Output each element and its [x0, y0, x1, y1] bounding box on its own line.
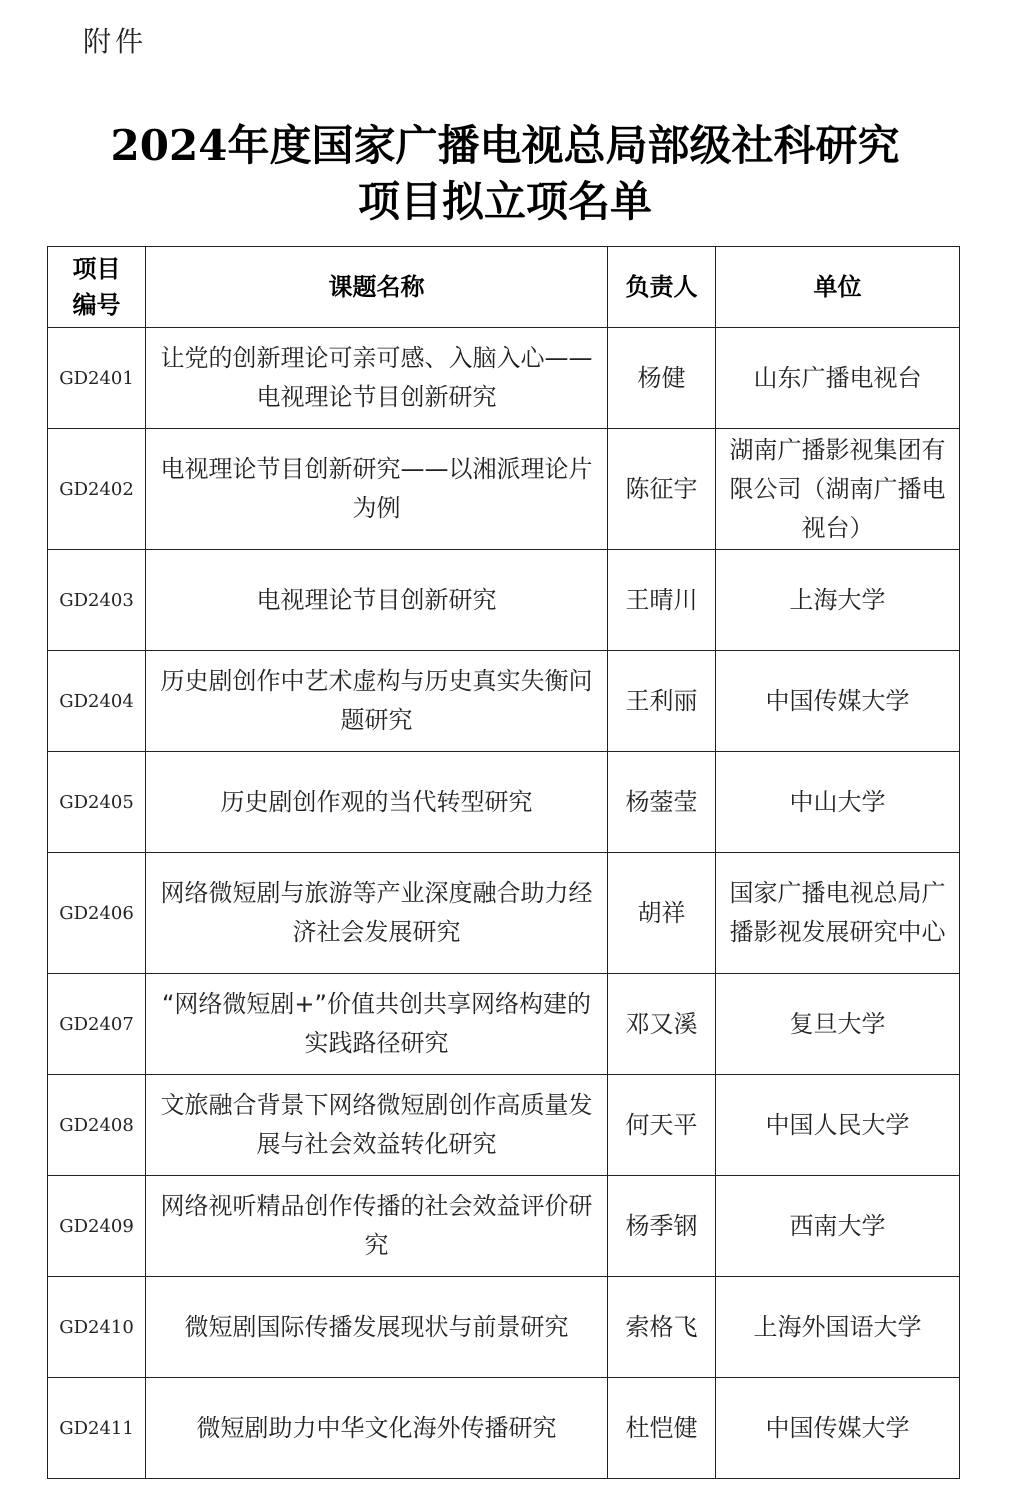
project-code: GD2405 [48, 752, 146, 853]
project-topic: 历史剧创作中艺术虚构与历史真实失衡问题研究 [146, 651, 608, 752]
project-leader: 何天平 [608, 1075, 716, 1176]
project-code: GD2404 [48, 651, 146, 752]
page-title [0, 118, 1010, 230]
project-code: GD2411 [48, 1378, 146, 1479]
project-unit: 中山大学 [716, 752, 960, 853]
header-code [48, 247, 146, 328]
project-topic: 微短剧国际传播发展现状与前景研究 [146, 1277, 608, 1378]
project-topic: 历史剧创作观的当代转型研究 [146, 752, 608, 853]
project-topic: 让党的创新理论可亲可感、入脑入心——电视理论节目创新研究 [146, 328, 608, 429]
project-topic: 电视理论节目创新研究 [146, 550, 608, 651]
title-line-1: 2024年度国家广播电视总局部级社科研究 [110, 121, 900, 170]
project-topic: “网络微短剧+”价值共创共享网络构建的实践路径研究 [146, 974, 608, 1075]
header-leader: 负责人 [608, 247, 716, 328]
project-topic: 网络视听精品创作传播的社会效益评价研究 [146, 1176, 608, 1277]
project-unit: 上海大学 [716, 550, 960, 651]
project-code: GD2403 [48, 550, 146, 651]
project-leader: 王利丽 [608, 651, 716, 752]
table-row [48, 1277, 960, 1378]
table-row [48, 1075, 960, 1176]
project-code: GD2407 [48, 974, 146, 1075]
project-unit: 中国传媒大学 [716, 651, 960, 752]
project-unit: 中国人民大学 [716, 1075, 960, 1176]
project-leader: 杨蓥莹 [608, 752, 716, 853]
project-topic: 微短剧助力中华文化海外传播研究 [146, 1378, 608, 1479]
table-header-row [48, 247, 960, 328]
project-leader: 杨健 [608, 328, 716, 429]
project-unit: 中国传媒大学 [716, 1378, 960, 1479]
table-row [48, 1378, 960, 1479]
project-leader: 王晴川 [608, 550, 716, 651]
project-code: GD2401 [48, 328, 146, 429]
project-topic: 电视理论节目创新研究——以湘派理论片为例 [146, 429, 608, 550]
table-row [48, 550, 960, 651]
header-unit: 单位 [716, 247, 960, 328]
project-unit: 复旦大学 [716, 974, 960, 1075]
header-topic: 课题名称 [146, 247, 608, 328]
project-leader: 杨季钢 [608, 1176, 716, 1277]
table-row [48, 429, 960, 550]
project-unit: 国家广播电视总局广播影视发展研究中心 [716, 853, 960, 974]
table-row [48, 752, 960, 853]
project-unit: 山东广播电视台 [716, 328, 960, 429]
title-line-2: 项目拟立项名单 [357, 177, 652, 226]
project-unit: 西南大学 [716, 1176, 960, 1277]
attachment-label: 附件 [83, 25, 148, 58]
project-topic: 文旅融合背景下网络微短剧创作高质量发展与社会效益转化研究 [146, 1075, 608, 1176]
header-code-line-1: 项目 [72, 255, 121, 283]
project-leader: 陈征宇 [608, 429, 716, 550]
project-leader: 邓又溪 [608, 974, 716, 1075]
table-row [48, 328, 960, 429]
table-row [48, 853, 960, 974]
table-row [48, 1176, 960, 1277]
project-topic: 网络微短剧与旅游等产业深度融合助力经济社会发展研究 [146, 853, 608, 974]
table-row [48, 974, 960, 1075]
project-unit: 上海外国语大学 [716, 1277, 960, 1378]
table-row [48, 651, 960, 752]
project-code: GD2406 [48, 853, 146, 974]
project-leader: 索格飞 [608, 1277, 716, 1378]
project-leader: 胡祥 [608, 853, 716, 974]
project-unit: 湖南广播影视集团有限公司（湖南广播电视台） [716, 429, 960, 550]
project-code: GD2409 [48, 1176, 146, 1277]
project-code: GD2402 [48, 429, 146, 550]
project-code: GD2410 [48, 1277, 146, 1378]
project-code: GD2408 [48, 1075, 146, 1176]
project-leader: 杜恺健 [608, 1378, 716, 1479]
project-list-table [47, 246, 960, 1479]
header-code-line-2: 编号 [72, 291, 121, 319]
